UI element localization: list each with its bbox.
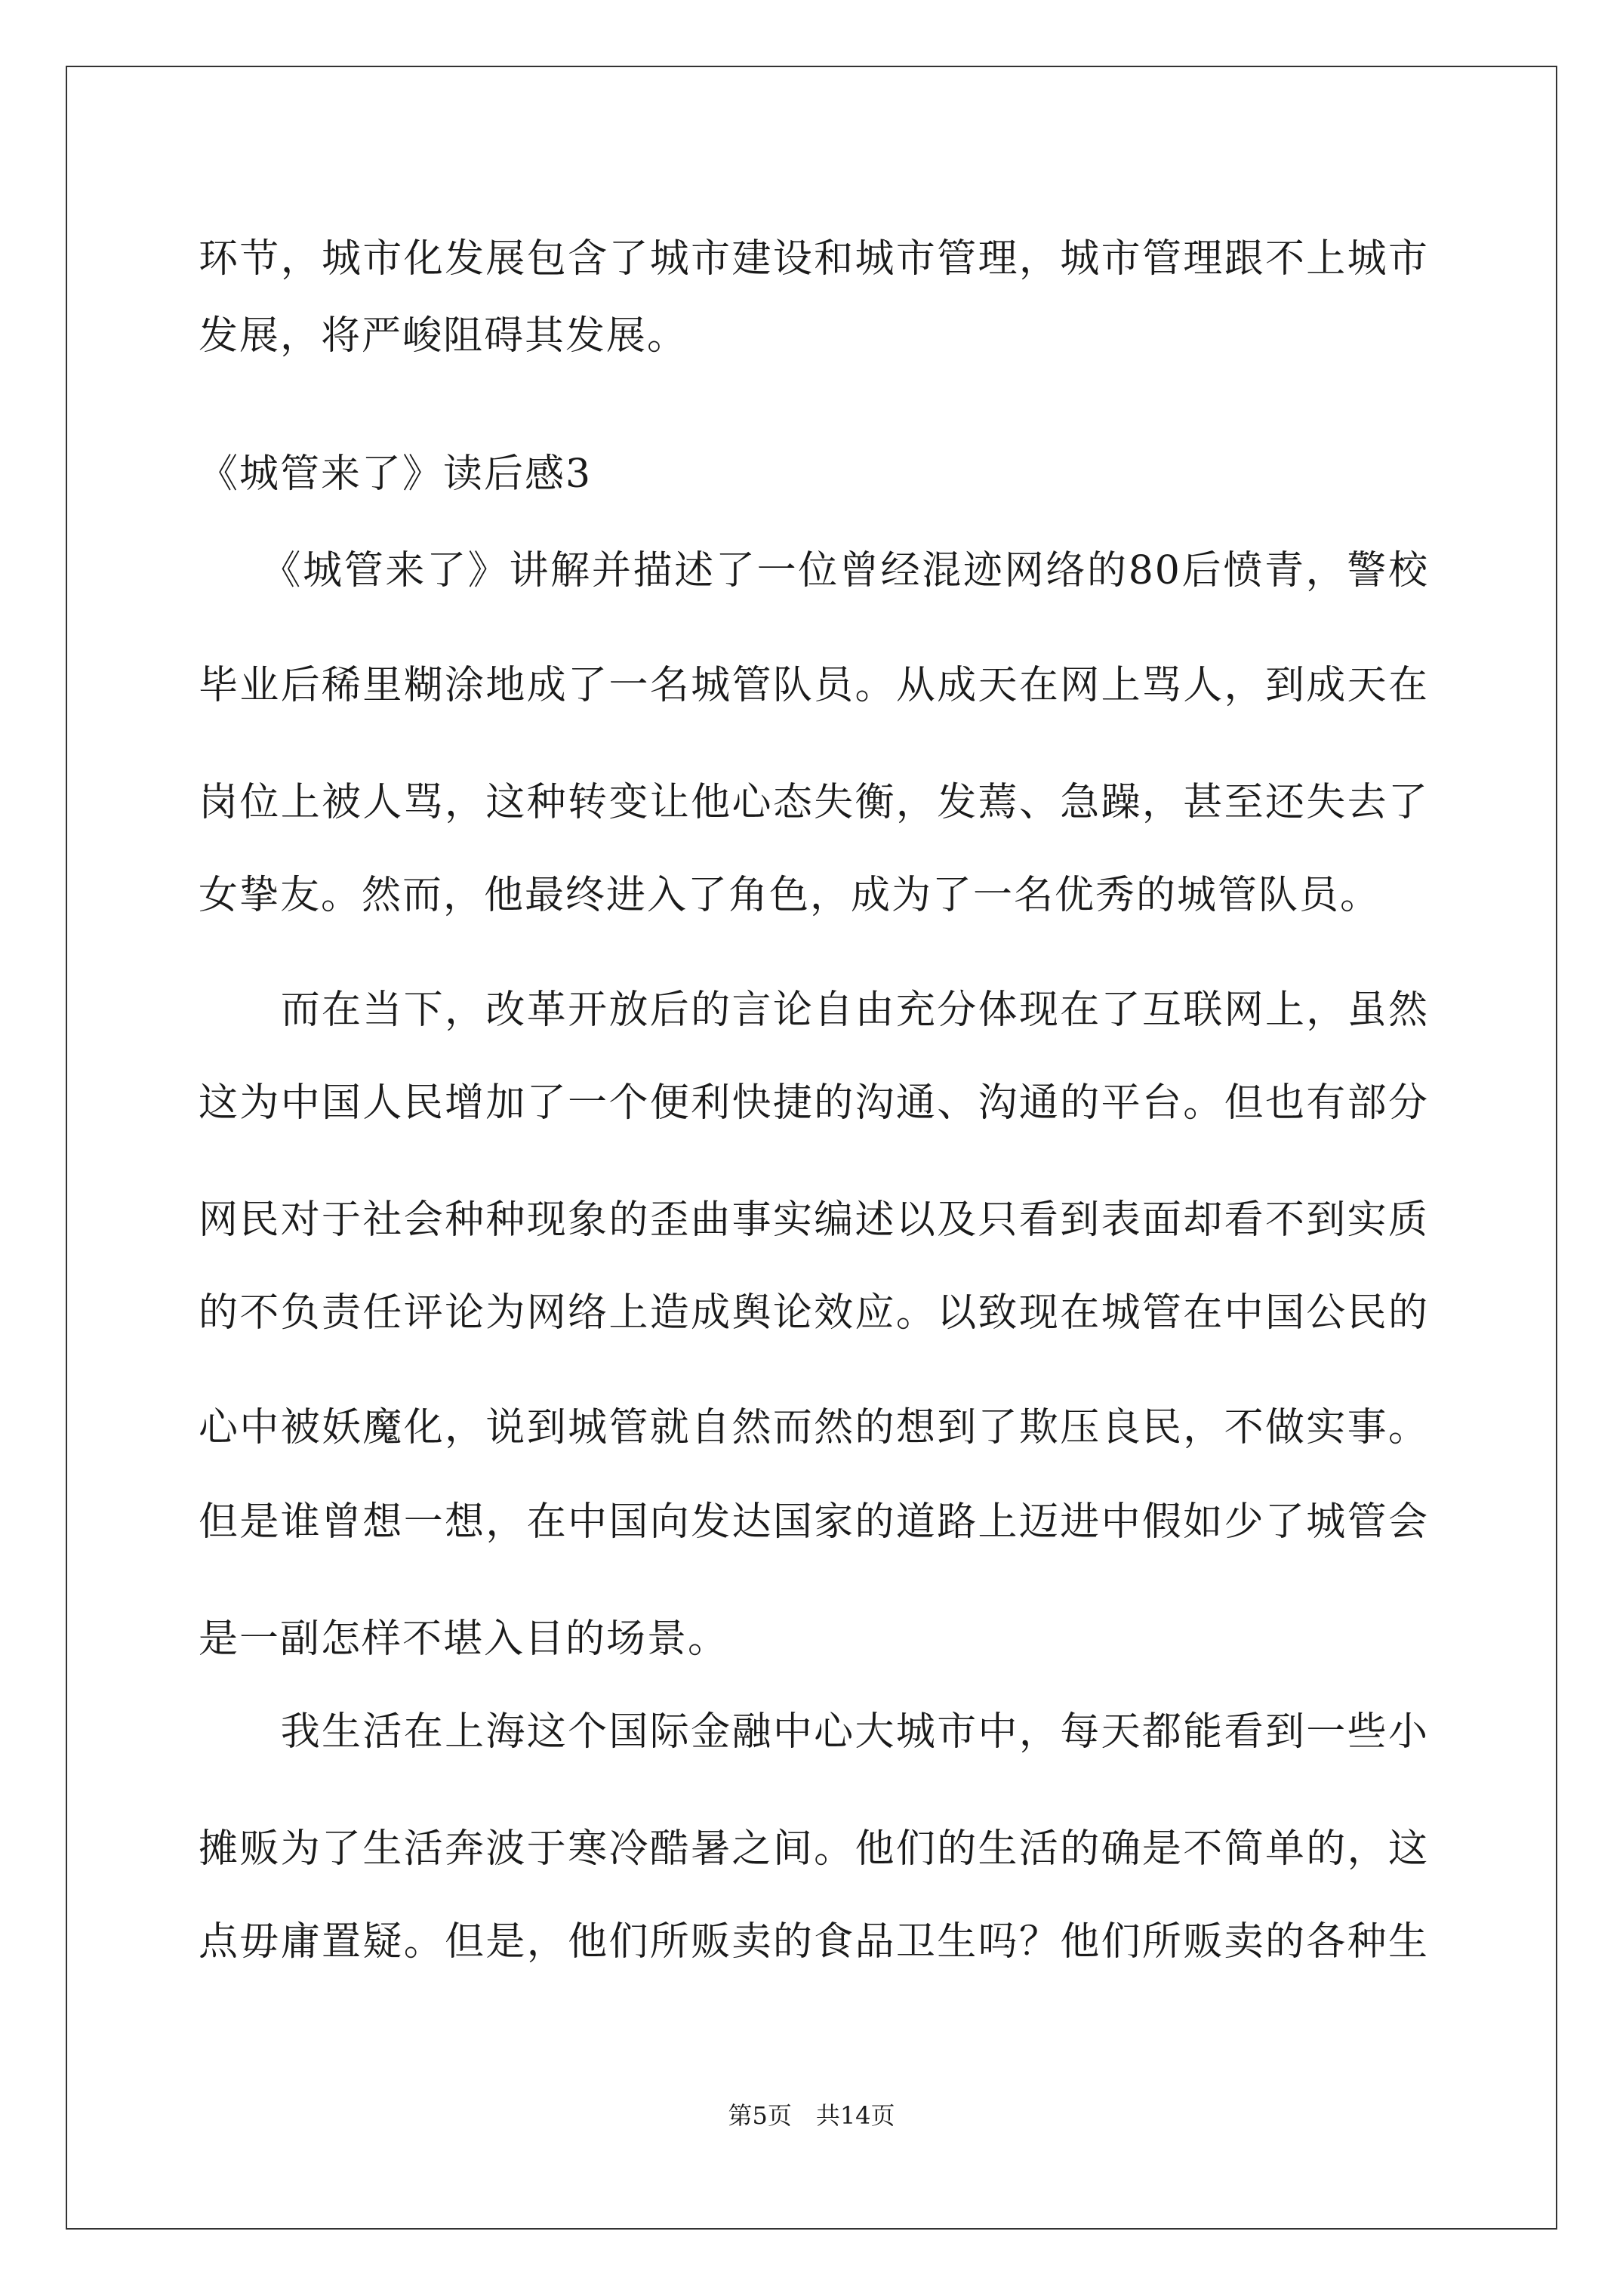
page-number: 第5页 共14页 xyxy=(728,2101,895,2130)
text-line: 网民对于社会种种现象的歪曲事实编述以及只看到表面却看不到实质 xyxy=(199,1197,1429,1243)
text-line: 女挚友。然而，他最终进入了角色，成为了一名优秀的城管队员。 xyxy=(199,873,1381,918)
text-line: 是一副怎样不堪入目的场景。 xyxy=(199,1616,729,1662)
text-line: 这为中国人民增加了一个便利快捷的沟通、沟通的平台。但也有部分 xyxy=(199,1080,1429,1126)
text-line: 发展，将严峻阻碍其发展。 xyxy=(199,313,688,359)
text-line: 心中被妖魔化，说到城管就自然而然的想到了欺压良民，不做实事。 xyxy=(199,1405,1429,1450)
text-line: 的不负责任评论为网络上造成舆论效应。以致现在城管在中国公民的 xyxy=(199,1290,1429,1336)
text-line: 环节，城市化发展包含了城市建设和城市管理，城市管理跟不上城市 xyxy=(199,236,1429,282)
text-line: 点毋庸置疑。但是，他们所贩卖的食品卫生吗？他们所贩卖的各种生 xyxy=(199,1919,1429,1965)
text-line: 但是谁曾想一想，在中国向发达国家的道路上迈进中假如少了城管会 xyxy=(199,1499,1429,1545)
text-line: 我生活在上海这个国际金融中心大城市中，每天都能看到一些小 xyxy=(199,1709,1429,1755)
text-line: 毕业后稀里糊涂地成了一名城管队员。从成天在网上骂人，到成天在 xyxy=(199,663,1429,708)
text-line: 《城管来了》讲解并描述了一位曾经混迹网络的80后愤青，警校 xyxy=(199,548,1429,593)
text-line: 而在当下，改革开放后的言论自由充分体现在了互联网上，虽然 xyxy=(199,988,1429,1033)
text-line: 摊贩为了生活奔波于寒冷酷暑之间。他们的生活的确是不简单的，这 xyxy=(199,1826,1429,1872)
section-heading: 《城管来了》读后感3 xyxy=(199,451,593,497)
page-border xyxy=(66,66,1557,2230)
text-line: 岗位上被人骂，这种转变让他心态失衡，发蔫、急躁，甚至还失去了 xyxy=(199,780,1429,825)
